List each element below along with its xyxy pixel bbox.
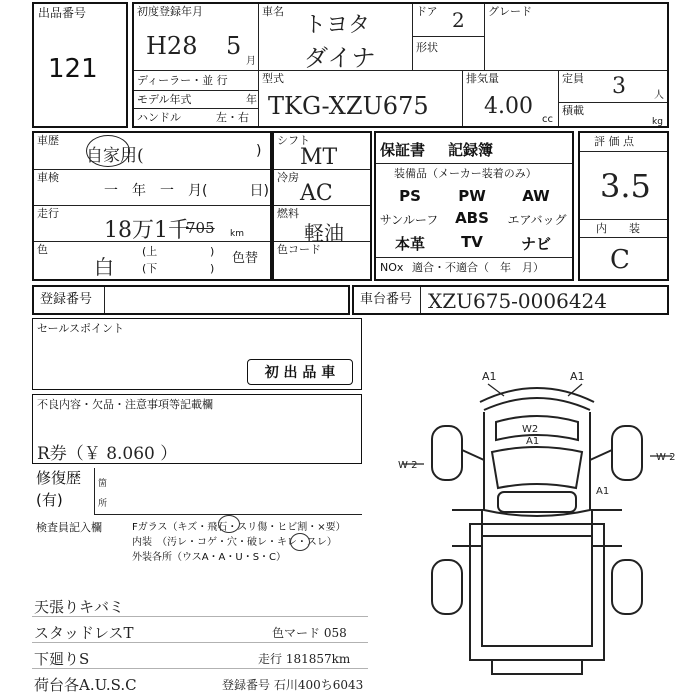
model-code-label: 型式 — [262, 72, 284, 85]
note-reg-no: 登録番号 石川400ち6043 — [222, 678, 364, 692]
doors-label: ドア — [416, 5, 438, 18]
warranty-label: 保証書 — [380, 141, 426, 159]
lot-label: 出品番号 — [38, 6, 87, 20]
displacement-unit: cc — [542, 114, 553, 125]
sales-point-box — [32, 318, 362, 390]
nox-label: NOx — [380, 261, 404, 274]
color-upper: (上 — [142, 245, 158, 258]
repair-label: 修復歴 — [36, 469, 82, 487]
first-reg-month: 5 — [226, 32, 242, 60]
capacity-label: 定員 — [562, 72, 584, 85]
interior-value: C — [610, 245, 630, 275]
model-code-value: TKG-XZU675 — [268, 92, 429, 120]
equip-sunroof: サンルーフ — [379, 213, 439, 227]
recycle-fee: R券（￥ 8.060 ） — [37, 444, 178, 464]
inspector-interior: 内装 （汚レ・コゲ・穴・破レ・キレ・スレ） — [132, 537, 337, 548]
body-type-label: 形状 — [416, 41, 438, 54]
model-year-unit: 年 — [246, 93, 257, 106]
color-label: 色 — [37, 243, 48, 256]
score-label: 評 価 点 — [594, 135, 634, 148]
mark-front-left: A1 — [482, 370, 497, 383]
defects-label: 不良内容・欠品・注意事項等記載欄 — [37, 398, 213, 411]
note-3: 下廻りS — [34, 650, 90, 668]
mileage-unit: km — [230, 229, 244, 239]
mark-side-right: W 2 — [656, 452, 676, 463]
inspector-exterior: 外装各所（ウスA・A・U・S・C） — [132, 552, 287, 563]
history-close: ) — [256, 143, 262, 159]
equipment-box — [374, 131, 574, 281]
registration-label: 登録番号 — [40, 292, 93, 307]
mileage-value: 18万1千 — [104, 218, 190, 243]
color-code-label: 色コード — [277, 243, 321, 256]
displacement-value: 4.00 — [484, 94, 533, 119]
displacement-label: 排気量 — [466, 72, 499, 85]
inspector-label: 検査員記入欄 — [36, 521, 102, 534]
note-color-mark: 色マード 058 — [272, 626, 347, 640]
chassis-box — [352, 285, 669, 315]
score-value: 3.5 — [600, 167, 651, 205]
equip-airbag: エアバッグ — [507, 213, 567, 227]
car-name-label: 車名 — [262, 5, 284, 18]
equip-ps: PS — [399, 187, 421, 205]
equip-navi: ナビ — [520, 235, 551, 253]
equipment-title: 装備品（メーカー装着のみ） — [394, 167, 537, 180]
first-reg-label: 初度登録年月 — [137, 5, 203, 18]
doors-value: 2 — [452, 8, 465, 32]
lot-box — [32, 2, 128, 128]
nox-value: 適合・不適合（ 年 月） — [412, 261, 544, 274]
note-2: スタッドレスT — [34, 624, 134, 642]
fuel-label: 燃料 — [277, 207, 299, 220]
shift-label: シフト — [277, 134, 310, 147]
first-reg-month-unit: 月 — [246, 56, 256, 67]
history-value: 自家用( — [86, 146, 144, 166]
chassis-label: 車台番号 — [360, 292, 413, 307]
capacity-value: 3 — [612, 74, 626, 99]
mileage-label: 走行 — [37, 207, 59, 220]
color-lower-close: ) — [210, 262, 215, 275]
equip-pw: PW — [458, 187, 486, 205]
score-box — [578, 131, 669, 281]
first-reg-era: H28 — [146, 32, 198, 60]
mileage-struck: 705 — [186, 219, 215, 237]
registration-box — [32, 285, 350, 315]
shift-value: MT — [300, 145, 338, 170]
color-lower: (下 — [142, 262, 158, 275]
record-label: 記録簿 — [448, 141, 494, 159]
first-listing-badge: 初 出 品 車 — [247, 359, 353, 385]
ac-label: 冷房 — [277, 171, 299, 184]
grade-label: グレード — [488, 5, 532, 18]
chassis-value: XZU675-0006424 — [428, 289, 607, 313]
mark-hood-top: W2 — [522, 424, 539, 435]
color-value: 白 — [94, 255, 114, 279]
note-4: 荷台各A.U.S.C — [34, 676, 137, 694]
vehicle-info-box — [132, 2, 669, 128]
defects-box — [32, 394, 362, 464]
interior-label: 内 装 — [596, 222, 640, 235]
model-year-label: モデル年式 — [137, 93, 192, 106]
capacity-unit: 人 — [654, 90, 664, 101]
equip-leather: 本革 — [394, 235, 425, 253]
vehicle-damage-diagram — [392, 360, 682, 680]
repair-value: (有) — [36, 491, 63, 509]
inspection-value: 一 年 一 月( 日) — [104, 183, 269, 199]
car-model: ダイナ — [304, 44, 376, 72]
equip-tv: TV — [461, 233, 483, 251]
mark-hood-bottom: A1 — [526, 436, 540, 447]
mark-front-right: A1 — [570, 370, 585, 383]
history-label: 車歴 — [37, 134, 59, 147]
ac-value: AC — [300, 181, 333, 206]
fuel-value: 軽油 — [304, 221, 344, 245]
equip-aw: AW — [522, 187, 550, 205]
inspection-label: 車検 — [37, 171, 59, 184]
handle-options: 左・右 — [216, 111, 249, 124]
lot-number: 121 — [48, 54, 98, 84]
color-repaint: 色替 — [232, 251, 259, 266]
inspector-glass: Fガラス（キズ・飛石・スリ傷・ヒビ割・×要） — [132, 522, 346, 533]
equip-abs: ABS — [455, 209, 489, 227]
load-unit: kg — [652, 117, 663, 127]
note-1: 天張りキバミ — [34, 598, 125, 616]
color-upper-close: ) — [210, 245, 215, 258]
car-maker: トヨタ — [304, 13, 371, 38]
spec-box — [272, 131, 372, 281]
history-box — [32, 131, 272, 281]
dealer-label: ディーラー・並 行 — [137, 74, 228, 87]
note-odometer: 走行 181857km — [258, 652, 351, 666]
sales-point-label: セールスポイント — [37, 322, 125, 335]
mark-door-right: A1 — [596, 486, 610, 497]
notes-area — [32, 590, 368, 700]
load-label: 積載 — [562, 104, 584, 117]
repair-side: 箇所 — [98, 479, 108, 509]
handle-label: ハンドル — [137, 111, 181, 124]
mark-side-left: W 2 — [398, 460, 418, 471]
